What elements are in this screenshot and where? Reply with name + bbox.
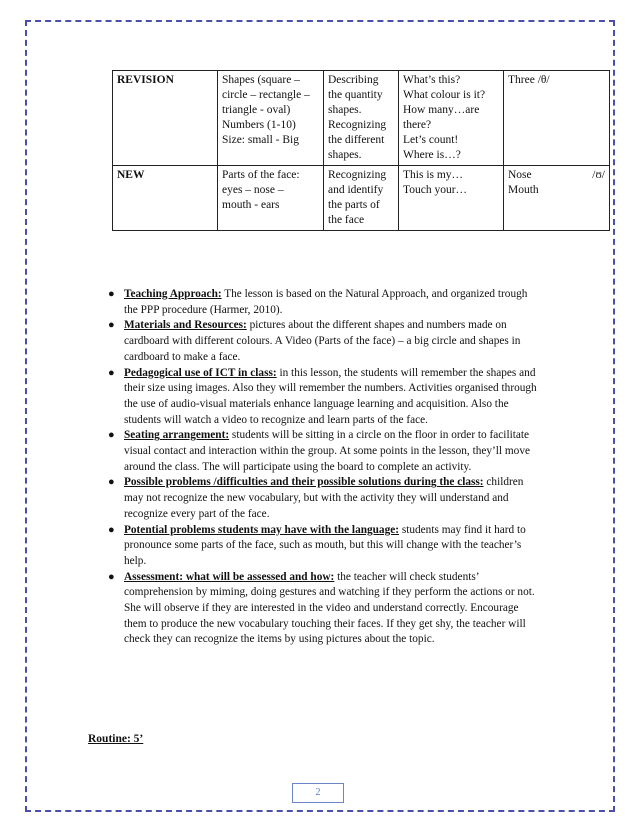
cell-line: This is my…: [403, 169, 464, 181]
bullet-icon: ●: [108, 288, 115, 300]
cell-line: Describing: [328, 74, 379, 86]
list-item: [108, 570, 538, 649]
bullet-icon: ●: [108, 523, 115, 536]
point-label: Materials and Resources:: [124, 319, 247, 332]
sound-word: Mouth: [508, 184, 539, 196]
cell-line: the different: [328, 134, 385, 146]
cell-line: triangle - oval): [222, 104, 291, 116]
cell-line: shapes.: [328, 104, 362, 116]
cell-line: How many…are: [403, 104, 480, 116]
stage-cell: NEW: [113, 166, 218, 231]
page-number: 2: [292, 783, 344, 803]
routine-heading: Routine: 5’: [88, 733, 144, 745]
content-cell: [218, 166, 324, 231]
sound-word: Three /θ/: [508, 74, 550, 86]
cell-line: Shapes (square –: [222, 74, 300, 86]
sounds-cell: [504, 166, 610, 231]
point-text: pictures about the different shapes and numbers made on cardboard with different colours. A Video (Parts of the face) – a big circle and shapes in cardboard to make a face.: [124, 319, 521, 363]
cell-line: Size: small - Big: [222, 134, 299, 146]
cell-line: mouth - ears: [222, 199, 280, 211]
cell-line: and identify: [328, 184, 384, 196]
point-text: The lesson is based on the Natural Approach, and organized trough the PPP procedure (Harmer, 2010).: [124, 288, 528, 316]
point-text: in this lesson, the students will remember the shapes and their size using images. Also they will remember the numbers. Activities organised through the use of audio-visual materials enhance language learning and acquisition. Also the students will watch a video to recognize and learn parts of the face.: [124, 366, 537, 426]
cell-line: Recognizing: [328, 169, 387, 181]
lesson-table: [112, 70, 610, 231]
cell-line: Recognizing: [328, 119, 387, 131]
list-item: [108, 428, 538, 475]
content-cell: [218, 71, 324, 166]
language-cell: [399, 71, 504, 166]
cell-line: there?: [403, 119, 432, 131]
sound-word: Nose: [508, 169, 532, 181]
sound-line: [508, 168, 605, 183]
cell-line: Parts of the face:: [222, 169, 300, 181]
cell-line: shapes.: [328, 149, 362, 161]
table-row: [113, 71, 610, 166]
point-text: students may find it hard to pronounce some parts of the face, such as mouth, but this will change with the teacher’s help.: [124, 523, 526, 567]
bullet-icon: ●: [108, 319, 115, 332]
lesson-points-list: [108, 287, 538, 648]
point-label: Pedagogical use of ICT in class:: [124, 366, 277, 379]
cell-line: the quantity: [328, 89, 383, 101]
bullet-icon: ●: [108, 570, 115, 583]
cell-line: Touch your…: [403, 184, 468, 196]
bullet-icon: ●: [108, 366, 115, 379]
point-label: Assessment: what will be assessed and how:: [124, 570, 335, 583]
list-item: [108, 523, 538, 570]
cell-line: Let’s count!: [403, 134, 459, 146]
sound-line: [508, 73, 605, 88]
sound-line: [508, 183, 605, 198]
cell-line: the face: [328, 214, 365, 226]
bullet-icon: ●: [108, 476, 115, 489]
sound-symbol: /ʊ/: [592, 169, 605, 181]
list-item: [108, 475, 538, 522]
point-text: children may not recognize the new vocabulary, but with the activity they will understand and recognize every part of the face.: [124, 476, 524, 520]
skill-cell: [324, 71, 399, 166]
point-label: Seating arrangement:: [124, 429, 230, 442]
list-item: [108, 318, 538, 365]
point-text: the teacher will check students’ comprehension by miming, doing gestures and watching if they perform the actions or not. She will observe if they are interested in the video and understand correctly. Encourage them to produce the new vocabulary touching their faces. If they get shy, the teacher will check they can recognize the items by using pictures about the topic.: [124, 570, 535, 646]
cell-line: the parts of: [328, 199, 380, 211]
cell-line: What’s this?: [403, 74, 461, 86]
language-cell: [399, 166, 504, 231]
skill-cell: [324, 166, 399, 231]
cell-line: What colour is it?: [403, 89, 486, 101]
point-label: Potential problems students may have with the language:: [124, 523, 400, 536]
stage-cell: REVISION: [113, 71, 218, 166]
sounds-cell: [504, 71, 610, 166]
list-item: [108, 287, 538, 318]
bullet-icon: ●: [108, 429, 115, 442]
cell-line: Where is…?: [403, 149, 461, 161]
point-label: Possible problems /difficulties and their possible solutions during the class:: [124, 476, 484, 489]
list-item: [108, 366, 538, 429]
table-row: [113, 166, 610, 231]
point-text: students will be sitting in a circle on the floor in order to facilitate visual contact and interaction within the group. At some points in the lesson, they’ll move around the class. The will participate using the board to complete an activity.: [124, 429, 530, 473]
cell-line: eyes – nose –: [222, 184, 284, 196]
cell-line: Numbers (1-10): [222, 119, 296, 131]
cell-line: circle – rectangle –: [222, 89, 310, 101]
point-label: Teaching Approach:: [124, 288, 222, 300]
